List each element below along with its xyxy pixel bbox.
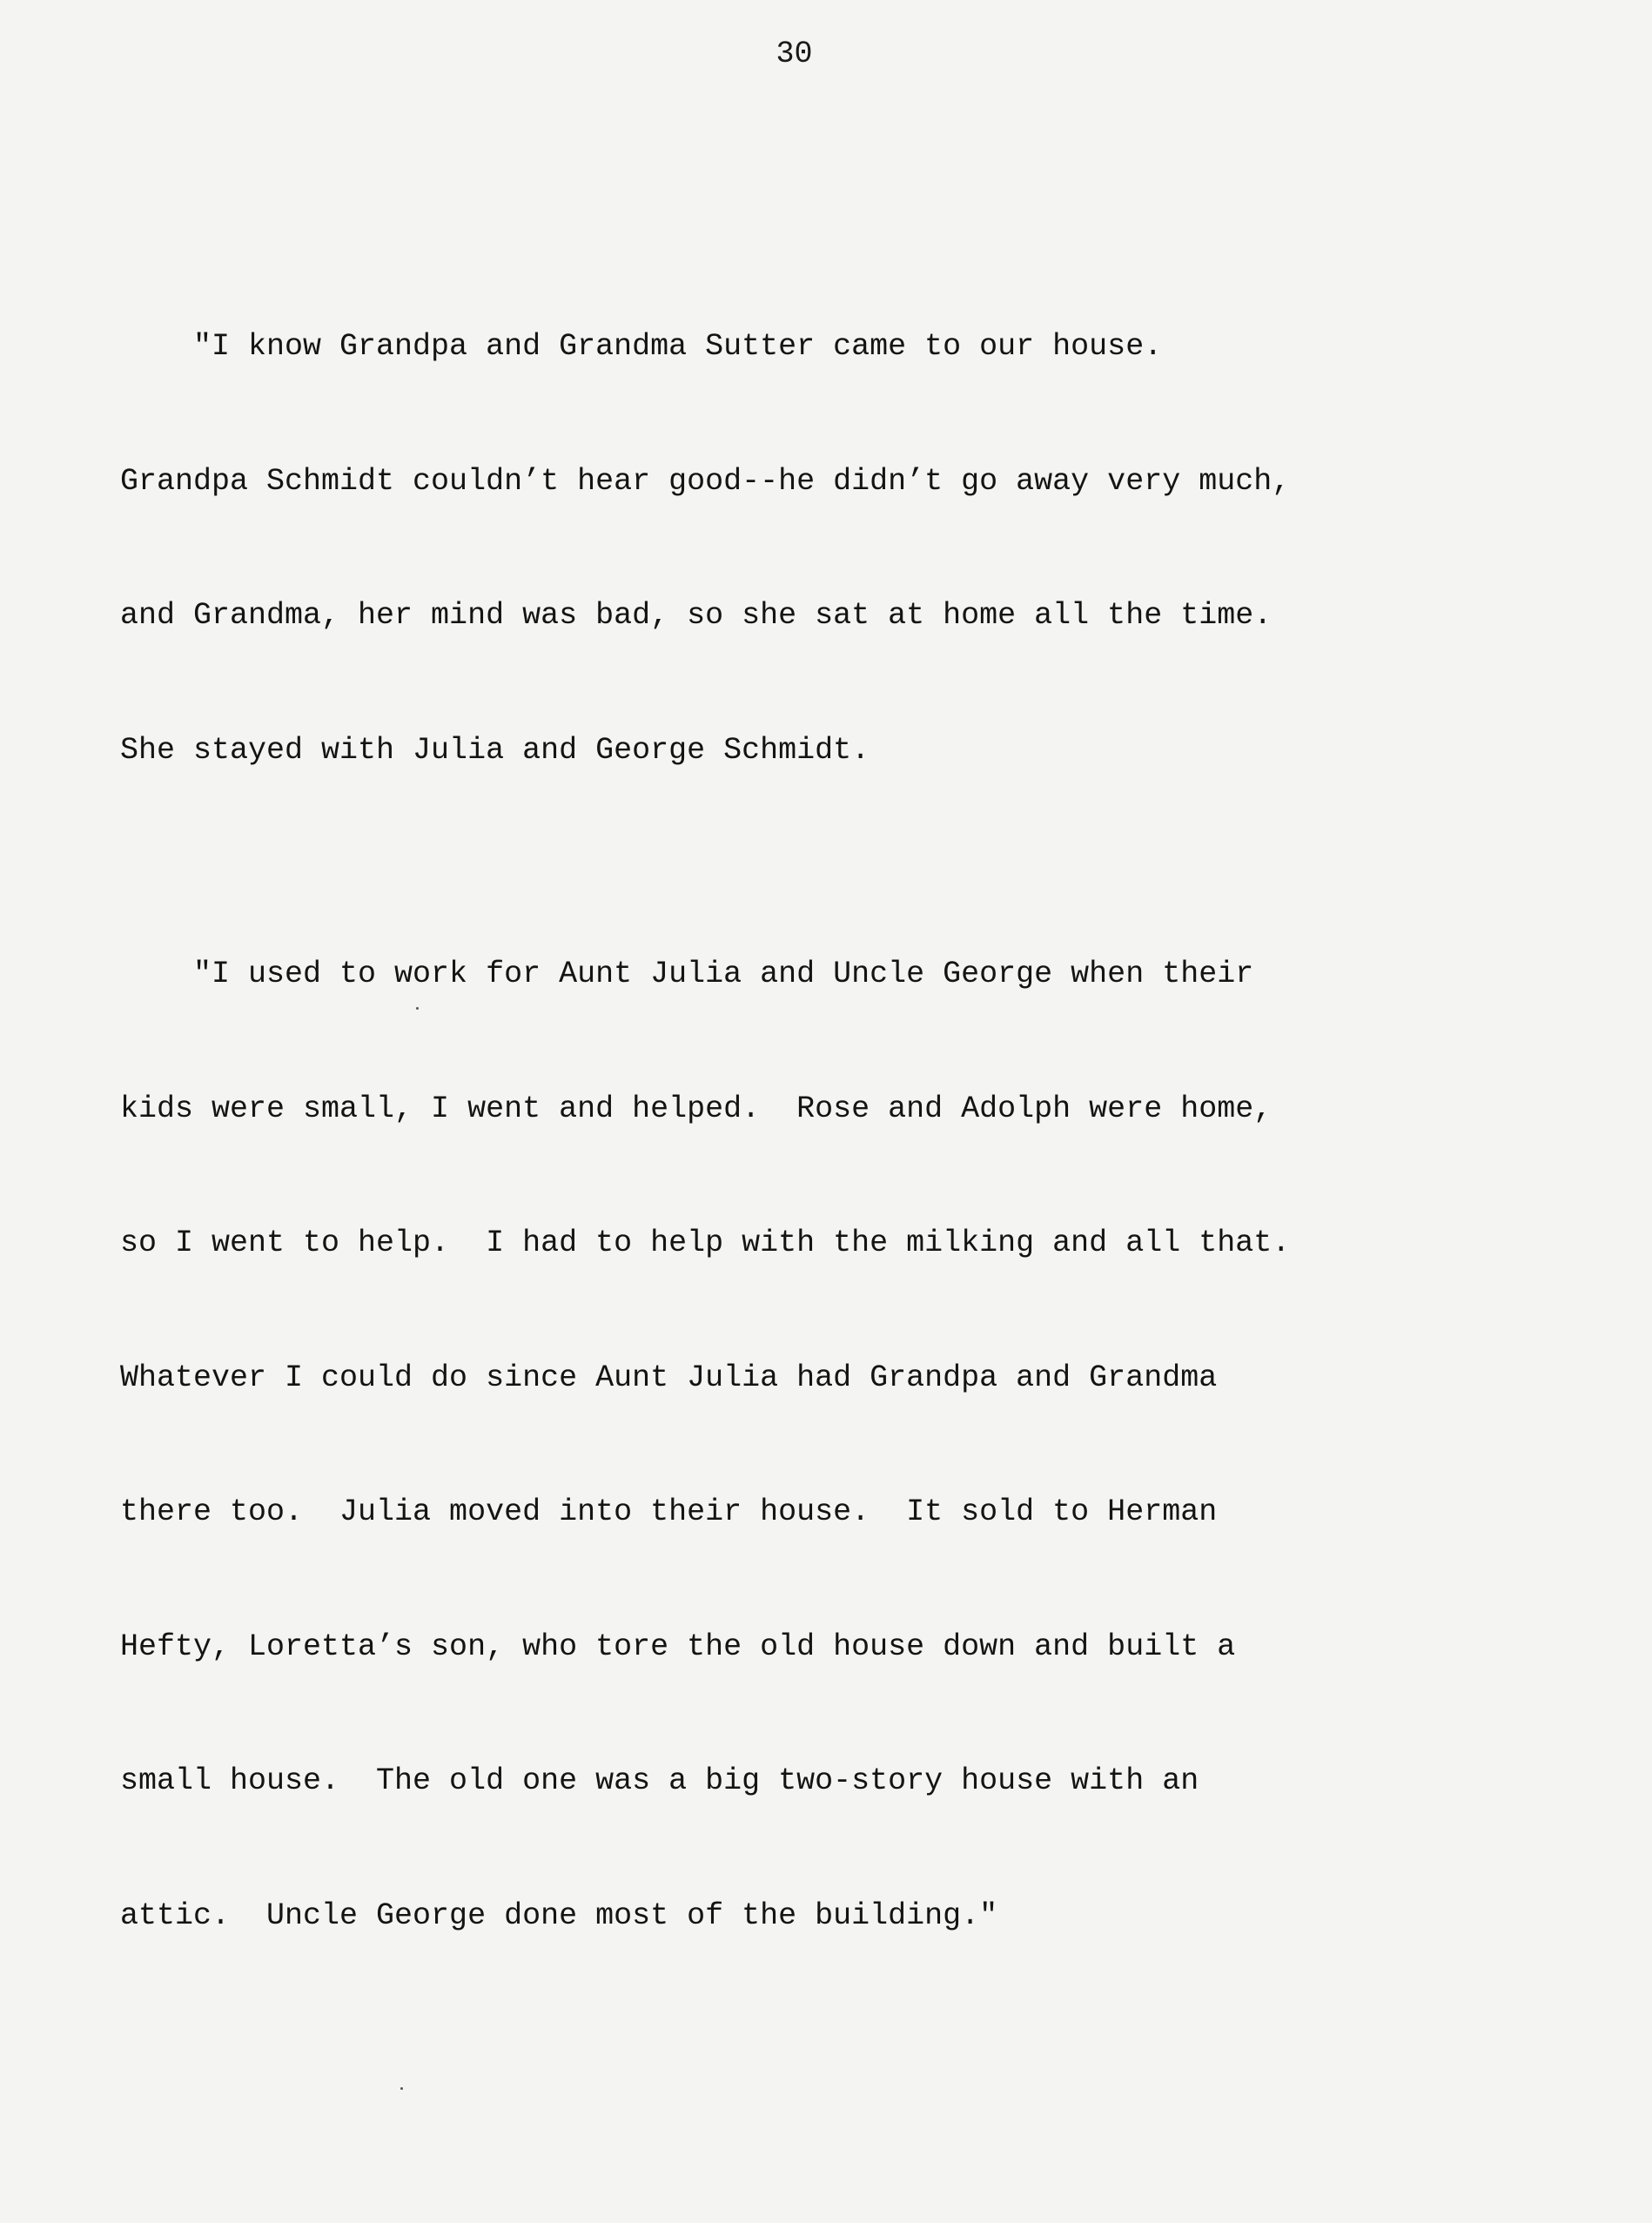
text-line: "I know Grandpa and Grandma Sutter came to our house. <box>120 329 1163 364</box>
text-line: She stayed with Julia and George Schmidt. <box>120 732 870 768</box>
text-line: attic. Uncle George done most of the building." <box>120 1897 998 1933</box>
text-line: "I used to work for Aunt Julia and Uncle George when their <box>120 957 1254 991</box>
body-text <box>120 235 1617 2028</box>
text-line: so I went to help. I had to help with the milking and all that. <box>120 1226 1291 1260</box>
text-line: small house. The old one was a big two-story house with an <box>120 1763 1199 1798</box>
text-line: and Grandma, her mind was bad, so she sat at home all the time. <box>120 598 1273 633</box>
text-line: Hefty, Loretta’s son, who tore the old house down and built a <box>120 1629 1236 1664</box>
paragraph <box>120 235 1617 863</box>
text-line: Grandpa Schmidt couldn’t hear good--he didn’t go away very much, <box>120 463 1291 499</box>
ink-speck <box>416 1007 419 1010</box>
text-line: Whatever I could do since Aunt Julia had Grandpa and Grandma <box>120 1360 1218 1395</box>
ink-speck <box>400 2087 403 2090</box>
text-line: kids were small, I went and helped. Rose and Adolph were home, <box>120 1091 1273 1126</box>
page-number: 30 <box>776 37 813 71</box>
paragraph <box>120 863 1617 2028</box>
text-line: there too. Julia moved into their house. It sold to Herman <box>120 1494 1218 1529</box>
